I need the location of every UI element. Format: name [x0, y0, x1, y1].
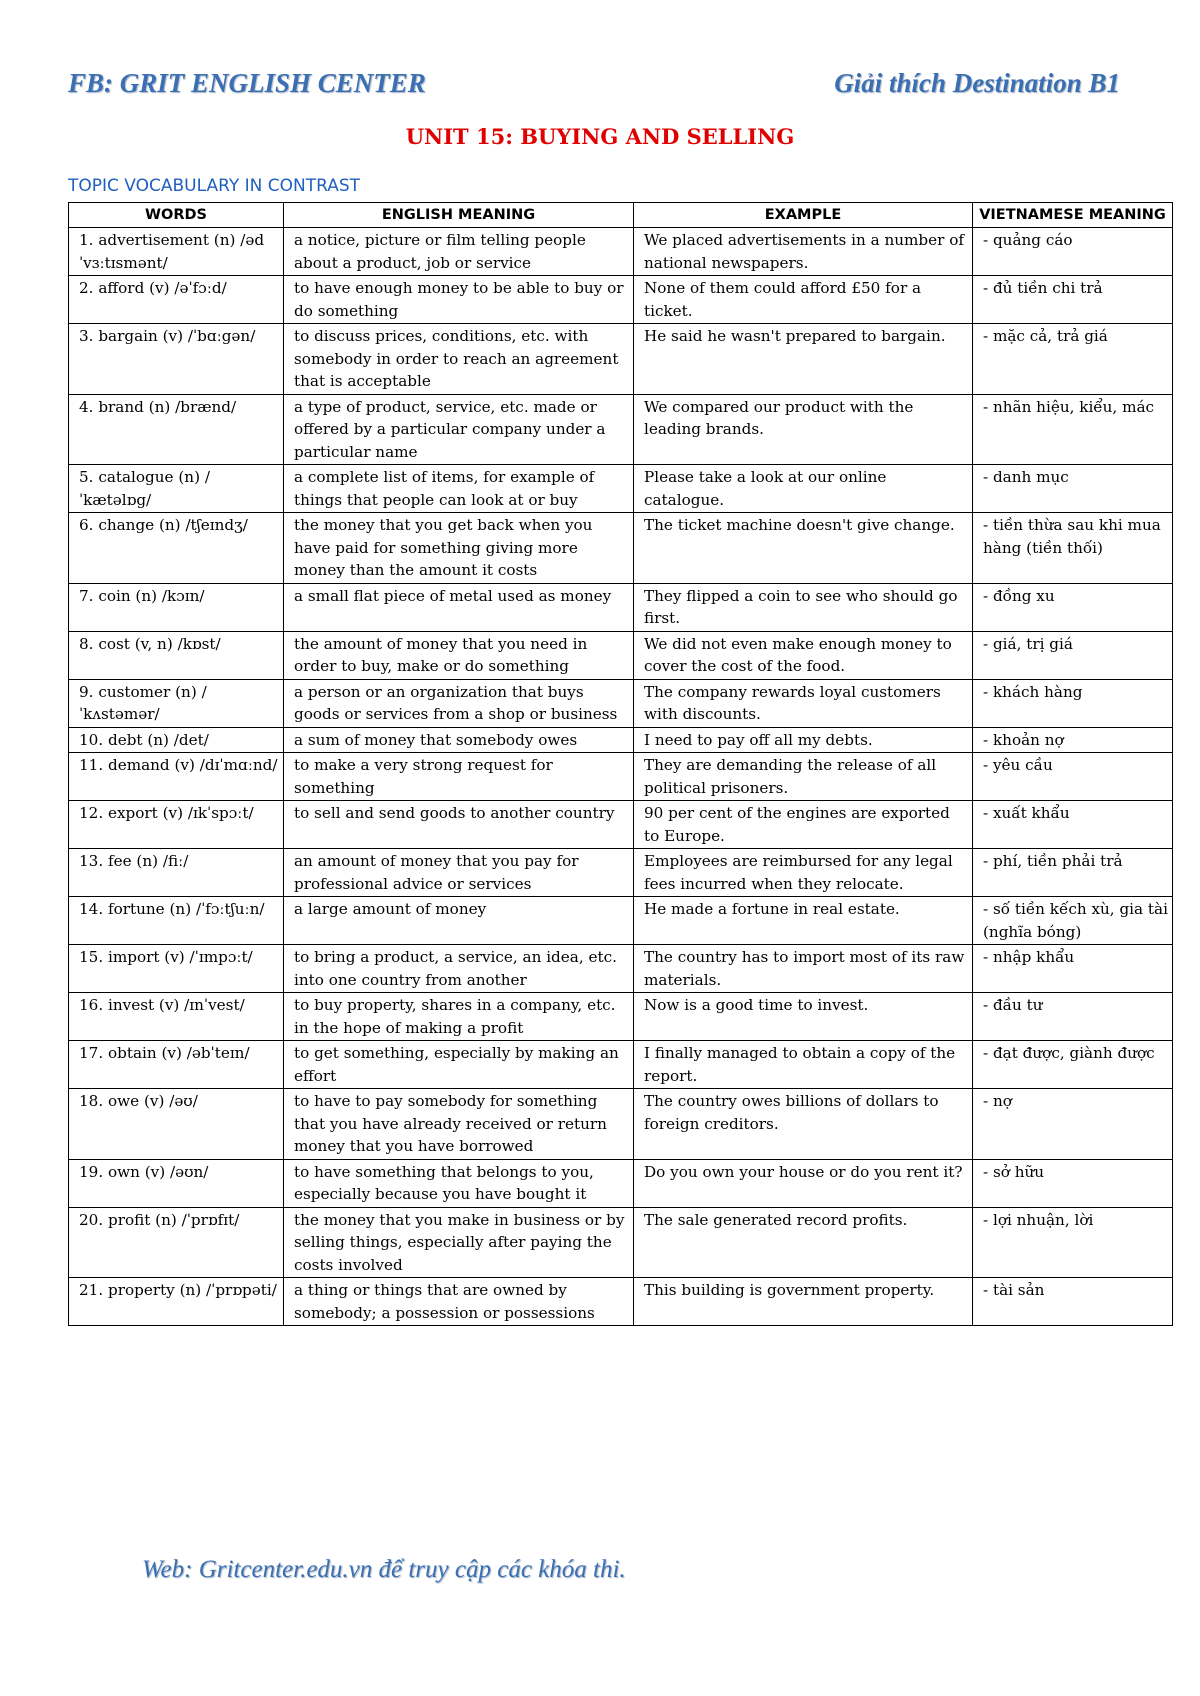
table-row	[69, 324, 1173, 395]
footer-website: Web: Gritcenter.edu.vn để truy cập các khóa thi.	[142, 1556, 626, 1583]
cell-english-meaning: to have enough money to be able to buy or do something	[284, 276, 634, 324]
cell-vietnamese-meaning: - phí, tiền phải trả	[973, 849, 1173, 897]
cell-vietnamese-meaning: - tiền thừa sau khi mua hàng (tiền thối)	[973, 513, 1173, 584]
cell-word: 13. fee (n) /fiː/	[69, 849, 284, 897]
cell-vietnamese-meaning: - đồng xu	[973, 583, 1173, 631]
cell-example: We did not even make enough money to cover the cost of the food.	[634, 631, 973, 679]
cell-vietnamese-meaning: - khách hàng	[973, 679, 1173, 727]
cell-vietnamese-meaning: - nợ	[973, 1089, 1173, 1160]
cell-english-meaning: an amount of money that you pay for professional advice or services	[284, 849, 634, 897]
unit-title: UNIT 15: BUYING AND SELLING	[405, 124, 795, 149]
cell-example: None of them could afford £50 for a ticket.	[634, 276, 973, 324]
cell-example: This building is government property.	[634, 1278, 973, 1326]
cell-english-meaning: a type of product, service, etc. made or offered by a particular company under a particular name	[284, 394, 634, 465]
cell-vietnamese-meaning: - lợi nhuận, lời	[973, 1207, 1173, 1278]
table-row	[69, 394, 1173, 465]
cell-english-meaning: the money that you get back when you have paid for something giving more money than the amount it costs	[284, 513, 634, 584]
header-center-name: FB: GRIT ENGLISH CENTER	[68, 68, 426, 98]
cell-vietnamese-meaning: - danh mục	[973, 465, 1173, 513]
cell-english-meaning: a small flat piece of metal used as money	[284, 583, 634, 631]
cell-word: 19. own (v) /əʊn/	[69, 1159, 284, 1207]
cell-example: The country owes billions of dollars to foreign creditors.	[634, 1089, 973, 1160]
cell-word: 10. debt (n) /det/	[69, 727, 284, 753]
cell-english-meaning: to have to pay somebody for something that you have already received or return money that you have borrowed	[284, 1089, 634, 1160]
cell-english-meaning: to sell and send goods to another country	[284, 801, 634, 849]
cell-english-meaning: a person or an organization that buys goods or services from a shop or business	[284, 679, 634, 727]
cell-word: 4. brand (n) /brænd/	[69, 394, 284, 465]
cell-example: Employees are reimbursed for any legal fees incurred when they relocate.	[634, 849, 973, 897]
table-row	[69, 465, 1173, 513]
table-header-row	[69, 203, 1173, 228]
cell-english-meaning: a sum of money that somebody owes	[284, 727, 634, 753]
vocabulary-table	[68, 202, 1173, 1326]
cell-english-meaning: the amount of money that you need in order to buy, make or do something	[284, 631, 634, 679]
table-row	[69, 1207, 1173, 1278]
cell-english-meaning: to get something, especially by making an effort	[284, 1041, 634, 1089]
cell-english-meaning: a thing or things that are owned by somebody; a possession or possessions	[284, 1278, 634, 1326]
cell-example: The company rewards loyal customers with discounts.	[634, 679, 973, 727]
column-header-vietnamese-meaning: VIETNAMESE MEANING	[973, 203, 1173, 228]
cell-word: 6. change (n) /tʃeɪndʒ/	[69, 513, 284, 584]
cell-vietnamese-meaning: - đủ tiền chi trả	[973, 276, 1173, 324]
cell-english-meaning: to bring a product, a service, an idea, etc. into one country from another	[284, 945, 634, 993]
cell-word: 5. catalogue (n) /ˈkætəlɒg/	[69, 465, 284, 513]
cell-word: 8. cost (v, n) /kɒst/	[69, 631, 284, 679]
column-header-english-meaning: ENGLISH MEANING	[284, 203, 634, 228]
cell-word: 18. owe (v) /əʊ/	[69, 1089, 284, 1160]
cell-english-meaning: to discuss prices, conditions, etc. with somebody in order to reach an agreement that is acceptable	[284, 324, 634, 395]
table-row	[69, 993, 1173, 1041]
cell-vietnamese-meaning: - sở hữu	[973, 1159, 1173, 1207]
cell-vietnamese-meaning: - giá, trị giá	[973, 631, 1173, 679]
table-row	[69, 631, 1173, 679]
cell-word: 9. customer (n) /ˈkʌstəmər/	[69, 679, 284, 727]
cell-word: 16. invest (v) /ɪnˈvest/	[69, 993, 284, 1041]
cell-example: I need to pay off all my debts.	[634, 727, 973, 753]
cell-example: They are demanding the release of all political prisoners.	[634, 753, 973, 801]
cell-english-meaning: a large amount of money	[284, 897, 634, 945]
cell-word: 3. bargain (v) /ˈbɑːgən/	[69, 324, 284, 395]
cell-example: Now is a good time to invest.	[634, 993, 973, 1041]
table-row	[69, 583, 1173, 631]
table-body	[69, 228, 1173, 1326]
cell-vietnamese-meaning: - đạt được, giành được	[973, 1041, 1173, 1089]
cell-word: 15. import (v) /ˈɪmpɔːt/	[69, 945, 284, 993]
table-row	[69, 513, 1173, 584]
cell-word: 17. obtain (v) /əbˈteɪn/	[69, 1041, 284, 1089]
cell-vietnamese-meaning: - khoản nợ	[973, 727, 1173, 753]
cell-example: Do you own your house or do you rent it?	[634, 1159, 973, 1207]
cell-english-meaning: to buy property, shares in a company, etc. in the hope of making a profit	[284, 993, 634, 1041]
cell-example: The country has to import most of its raw materials.	[634, 945, 973, 993]
topic-heading: TOPIC VOCABULARY IN CONTRAST	[68, 176, 361, 196]
table-row	[69, 228, 1173, 276]
cell-example: I finally managed to obtain a copy of the report.	[634, 1041, 973, 1089]
cell-example: We compared our product with the leading brands.	[634, 394, 973, 465]
cell-vietnamese-meaning: - nhập khẩu	[973, 945, 1173, 993]
cell-english-meaning: a notice, picture or film telling people about a product, job or service	[284, 228, 634, 276]
cell-word: 12. export (v) /ɪkˈspɔːt/	[69, 801, 284, 849]
cell-example: The ticket machine doesn't give change.	[634, 513, 973, 584]
cell-example: They flipped a coin to see who should go first.	[634, 583, 973, 631]
header-book-title: Giải thích Destination B1	[834, 68, 1120, 98]
cell-example: The sale generated record profits.	[634, 1207, 973, 1278]
cell-vietnamese-meaning: - quảng cáo	[973, 228, 1173, 276]
cell-word: 2. afford (v) /əˈfɔːd/	[69, 276, 284, 324]
table-row	[69, 801, 1173, 849]
table-row	[69, 849, 1173, 897]
cell-english-meaning: to make a very strong request for something	[284, 753, 634, 801]
cell-vietnamese-meaning: - số tiền kếch xù, gia tài (nghĩa bóng)	[973, 897, 1173, 945]
cell-word: 20. profit (n) /ˈprɒfɪt/	[69, 1207, 284, 1278]
table-row	[69, 1159, 1173, 1207]
table-row	[69, 753, 1173, 801]
table-row	[69, 679, 1173, 727]
cell-word: 14. fortune (n) /ˈfɔːtʃuːn/	[69, 897, 284, 945]
table-row	[69, 1278, 1173, 1326]
cell-vietnamese-meaning: - mặc cả, trả giá	[973, 324, 1173, 395]
cell-example: We placed advertisements in a number of national newspapers.	[634, 228, 973, 276]
table-row	[69, 1089, 1173, 1160]
cell-english-meaning: a complete list of items, for example of things that people can look at or buy	[284, 465, 634, 513]
cell-example: 90 per cent of the engines are exported to Europe.	[634, 801, 973, 849]
column-header-words: WORDS	[69, 203, 284, 228]
table-row	[69, 897, 1173, 945]
cell-example: He made a fortune in real estate.	[634, 897, 973, 945]
cell-word: 1. advertisement (n) /ədˈvɜːtɪsmənt/	[69, 228, 284, 276]
cell-english-meaning: the money that you make in business or by selling things, especially after paying the costs involved	[284, 1207, 634, 1278]
cell-example: He said he wasn't prepared to bargain.	[634, 324, 973, 395]
cell-vietnamese-meaning: - đầu tư	[973, 993, 1173, 1041]
cell-english-meaning: to have something that belongs to you, especially because you have bought it	[284, 1159, 634, 1207]
cell-vietnamese-meaning: - tài sản	[973, 1278, 1173, 1326]
table-row	[69, 1041, 1173, 1089]
table-row	[69, 945, 1173, 993]
column-header-example: EXAMPLE	[634, 203, 973, 228]
cell-vietnamese-meaning: - yêu cầu	[973, 753, 1173, 801]
table-row	[69, 727, 1173, 753]
cell-example: Please take a look at our online catalogue.	[634, 465, 973, 513]
cell-word: 7. coin (n) /kɔɪn/	[69, 583, 284, 631]
cell-vietnamese-meaning: - nhãn hiệu, kiểu, mác	[973, 394, 1173, 465]
cell-word: 21. property (n) /ˈprɒpəti/	[69, 1278, 284, 1326]
table-row	[69, 276, 1173, 324]
cell-vietnamese-meaning: - xuất khẩu	[973, 801, 1173, 849]
cell-word: 11. demand (v) /dɪˈmɑːnd/	[69, 753, 284, 801]
